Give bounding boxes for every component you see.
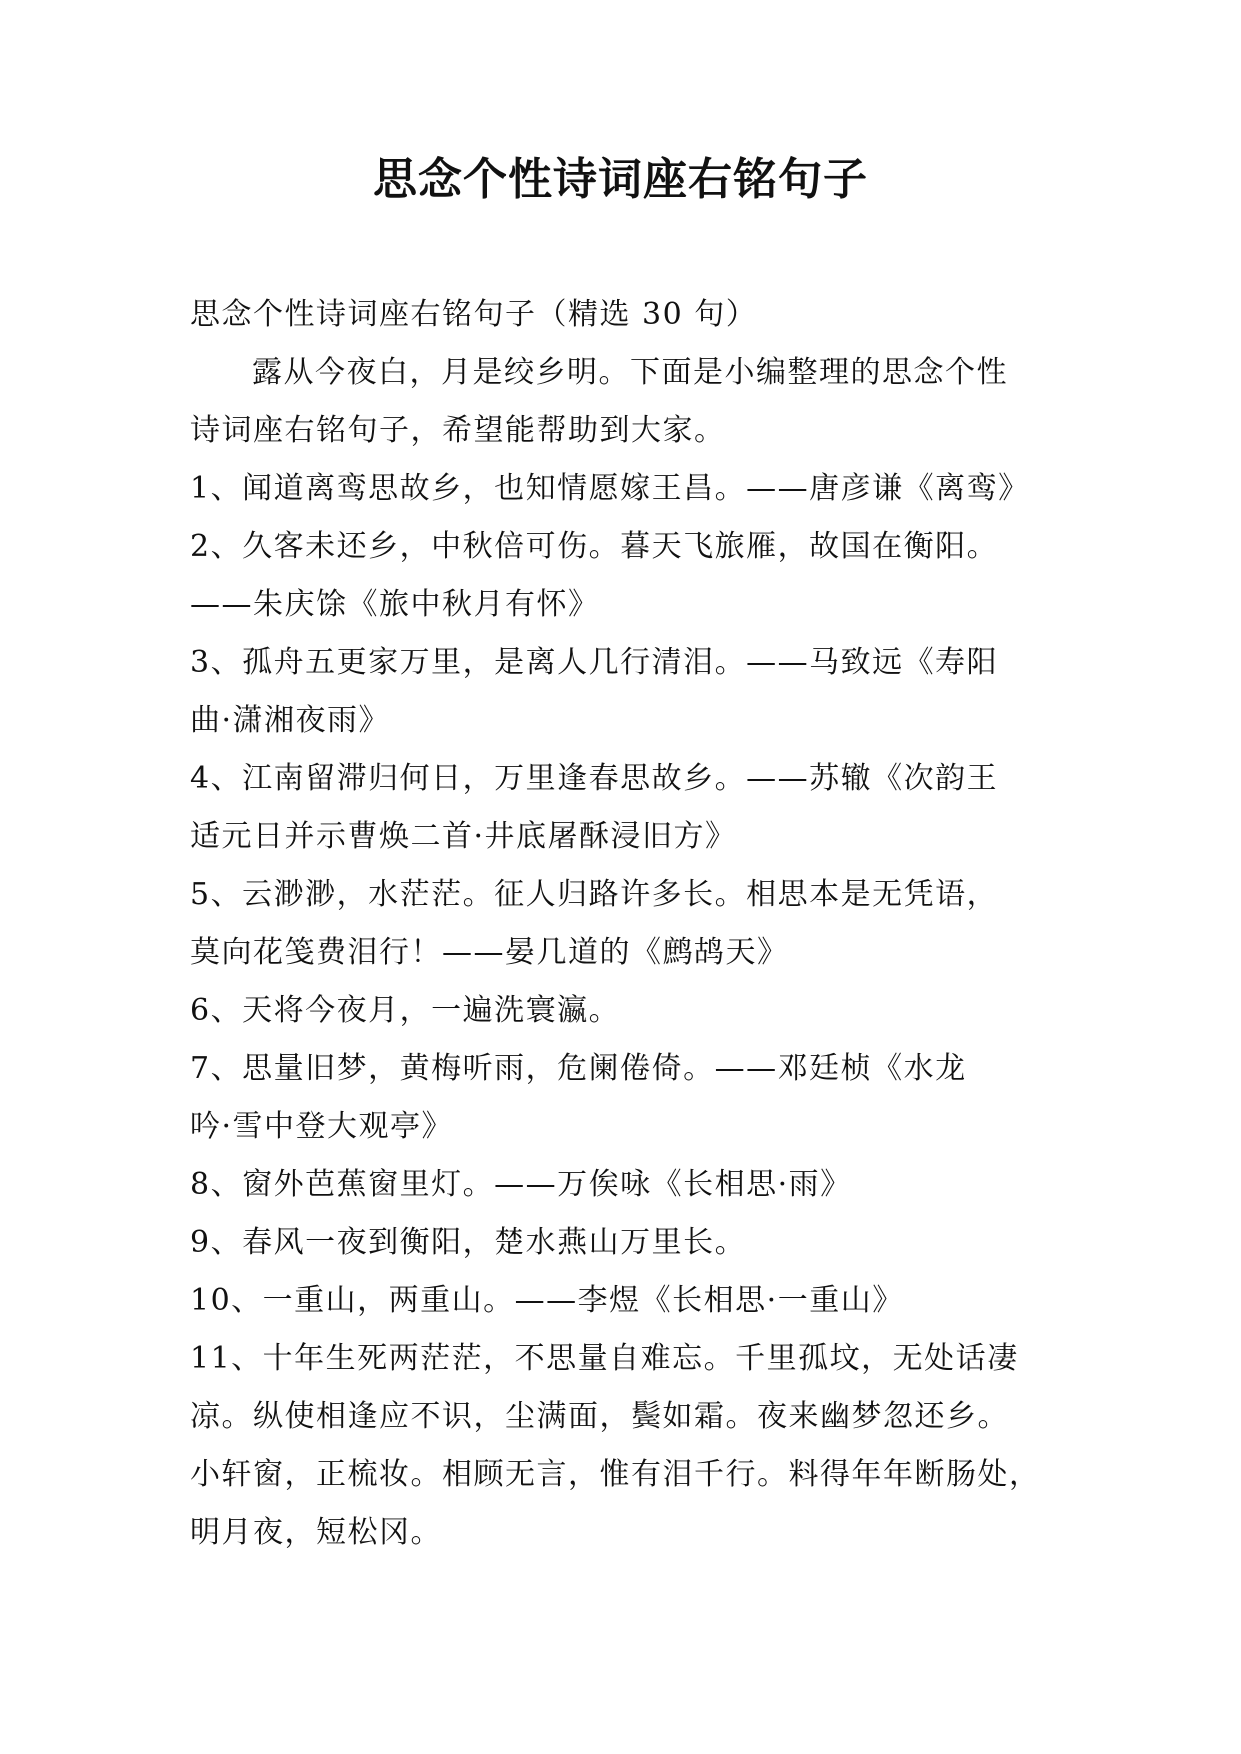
document-title: 思念个性诗词座右铭句子 (373, 154, 868, 205)
quote-line: 莫向花笺费泪行！——晏几道的《鹧鸪天》 (190, 935, 789, 970)
quote-line: 10、一重山，两重山。——李煜《长相思·一重山》 (190, 1283, 904, 1318)
quote-line: 11、十年生死两茫茫，不思量自难忘。千里孤坟，无处话凄 (190, 1341, 1019, 1376)
quote-line: 吟·雪中登大观亭》 (190, 1109, 454, 1144)
quote-line: 6、天将今夜月，一遍洗寰瀛。 (190, 993, 621, 1028)
quote-line: 凉。纵使相逢应不识，尘满面，鬓如霜。夜来幽梦忽还乡。 (190, 1399, 1009, 1434)
quote-line: 曲·潇湘夜雨》 (190, 703, 391, 738)
quote-line: 1、闻道离鸾思故乡，也知情愿嫁王昌。——唐彦谦《离鸾》 (190, 471, 1030, 506)
quote-line: 2、久客未还乡，中秋倍可伤。暮天飞旅雁，故国在衡阳。 (190, 529, 999, 564)
quote-line: 9、春风一夜到衡阳，楚水燕山万里长。 (190, 1225, 747, 1260)
quote-line: 明月夜，短松冈。 (190, 1515, 442, 1550)
quote-line: 8、窗外芭蕉窗里灯。——万俟咏《长相思·雨》 (190, 1167, 852, 1202)
intro-line: 露从今夜白，月是绞乡明。下面是小编整理的思念个性 (252, 355, 1008, 390)
quote-line: 适元日并示曹焕二首·井底屠酥浸旧方》 (190, 819, 737, 854)
quote-line: 4、江南留滞归何日，万里逢春思故乡。——苏辙《次韵王 (190, 761, 999, 796)
subtitle-line: 思念个性诗词座右铭句子（精选 30 句） (190, 297, 758, 332)
quote-line: 小轩窗，正梳妆。相顾无言，惟有泪千行。料得年年断肠处， (190, 1457, 1041, 1492)
quote-line: 7、思量旧梦，黄梅听雨，危阑倦倚。——邓廷桢《水龙 (190, 1051, 967, 1086)
quote-line: 5、云渺渺，水茫茫。征人归路许多长。相思本是无凭语， (190, 877, 999, 912)
intro-line: 诗词座右铭句子，希望能帮助到大家。 (190, 413, 726, 448)
quote-line: 3、孤舟五更家万里，是离人几行清泪。——马致远《寿阳 (190, 645, 999, 680)
quote-line: ——朱庆馀《旅中秋月有怀》 (190, 587, 600, 622)
document-body (190, 286, 1070, 1562)
